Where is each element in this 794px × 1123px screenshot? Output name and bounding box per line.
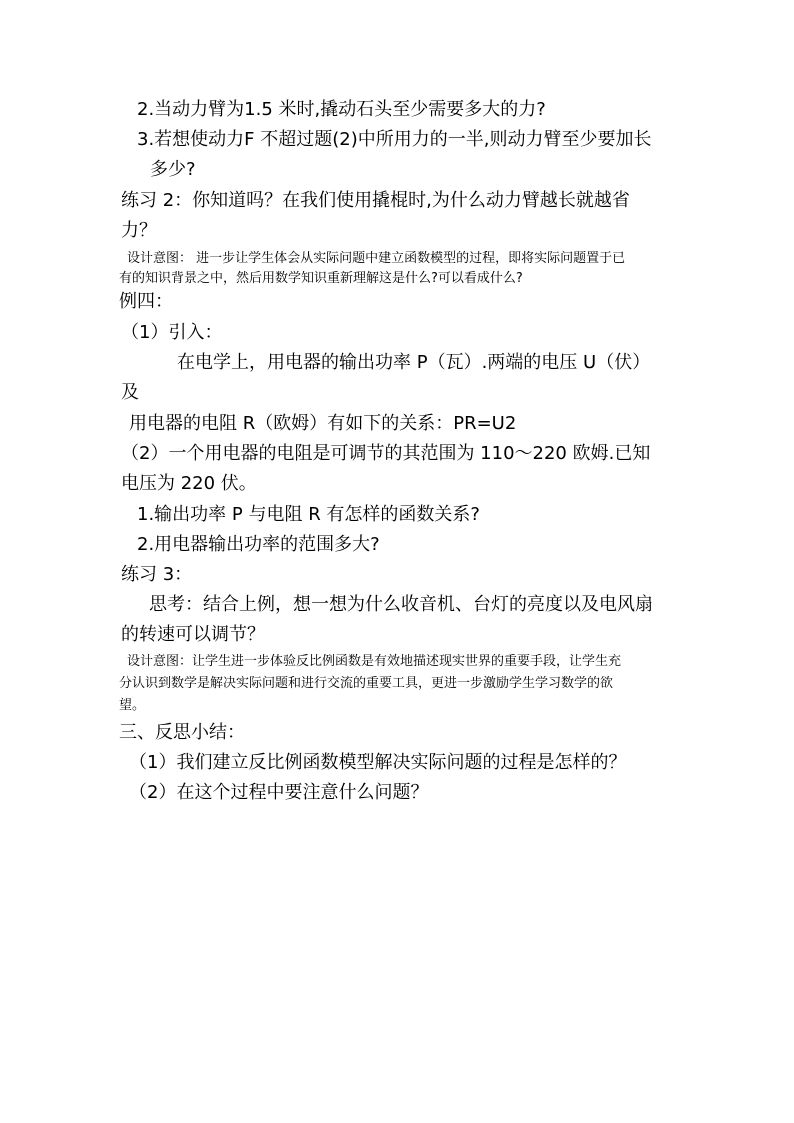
think-line: 思考：结合上例，想一想为什么收音机、台灯的亮度以及电风扇	[149, 594, 653, 615]
question-line-2: 2.当动力臂为1.5 米时,撬动石头至少需要多大的力?	[137, 99, 546, 120]
think-line-cont: 的转速可以调节？	[121, 624, 265, 645]
physics-line-cont: 及	[121, 382, 139, 403]
part-2-cont: 电压为 220 伏。	[121, 473, 257, 494]
design-intent-2-end: 望。	[119, 698, 146, 713]
exercise-3-heading: 练习 3：	[121, 564, 193, 585]
design-intent-2: 设计意图：让学生进一步体验反比例函数是有效地描述现实世界的重要手段，让学生充	[127, 654, 622, 669]
sub-question-2: 2.用电器输出功率的范围多大?	[137, 534, 380, 555]
physics-line: 在电学上，用电器的输出功率 P（瓦）.两端的电压 U（伏）	[177, 352, 651, 373]
part-2-line: （2）一个用电器的电阻是可调节的其范围为 110～220 欧姆.已知	[121, 443, 651, 464]
summary-question-2: （2）在这个过程中要注意什么问题？	[129, 782, 429, 803]
question-line-3: 3.若想使动力F 不超过题(2)中所用力的一半,则动力臂至少要加长	[137, 129, 652, 150]
relation-line: 用电器的电阻 R（欧姆）有如下的关系：PR=U2	[129, 413, 517, 434]
design-intent-2-cont: 分认识到数学是解决实际问题和进行交流的重要工具，更进一步激励学生学习数学的欲	[119, 676, 614, 691]
design-intent-1-cont: 有的知识背景之中，然后用数学知识重新理解这是什么?可以看成什么?	[119, 271, 523, 286]
exercise-2-line: 练习 2：你知道吗？在我们使用撬棍时,为什么动力臂越长就越省	[121, 190, 630, 211]
summary-question-1: （1）我们建立反比例函数模型解决实际问题的过程是怎样的？	[129, 752, 627, 773]
design-intent-1: 设计意图： 进一步让学生体会从实际问题中建立函数模型的过程，即将实际问题置于已	[127, 251, 626, 266]
question-line-3-cont: 多少?	[150, 159, 196, 180]
summary-heading: 三、反思小结：	[119, 722, 245, 743]
example-4-heading: 例四：	[119, 291, 173, 312]
sub-question-1: 1.输出功率 P 与电阻 R 有怎样的函数关系?	[137, 504, 480, 525]
exercise-2-cont: 力？	[121, 220, 157, 241]
intro-heading: （1）引入：	[121, 322, 223, 343]
